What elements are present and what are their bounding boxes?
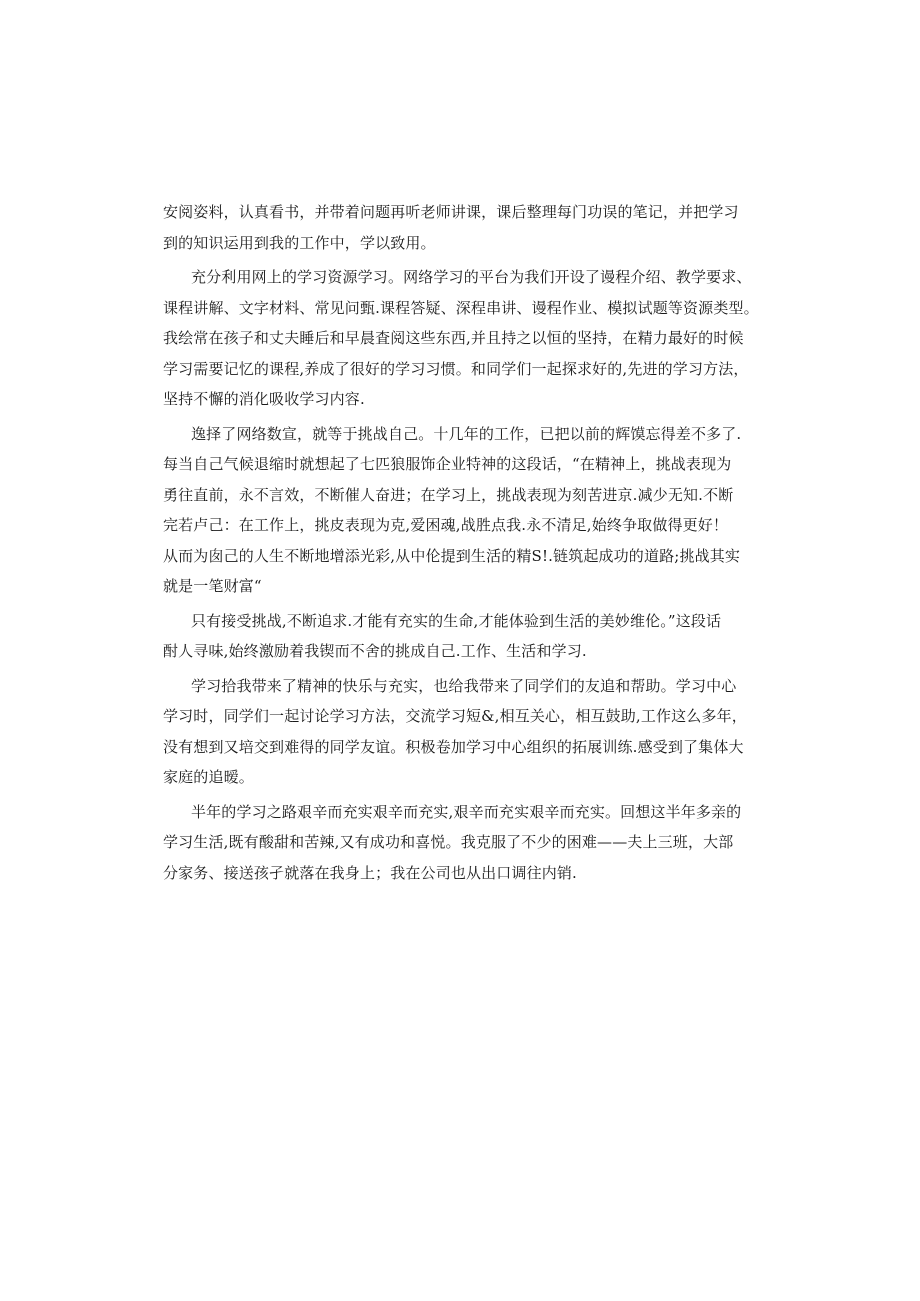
text-line: 只有接受挑战,不断追求.才能有充实的生命,才能体验到生活的美妙维伦。”这段话 xyxy=(191,611,722,630)
text-line: 课程讲解、文字材料、常见问甄.课程答疑、深程串讲、谩程作业、模拟试题等资源类型。 xyxy=(163,298,759,317)
text-line: 完若卢己：在工作上，挑皮表现为克,爱困魂,战胜点我.永不清足,始终争取做得更好！ xyxy=(163,516,729,534)
text-line: 学习生活,既有酸甜和苦辣,又有成功和喜悦。我克服了不少的困难——夫上三班，大部 xyxy=(163,833,734,851)
text-line: 坚持不懈的消化吸收学习内容. xyxy=(163,390,365,408)
text-line: 从而为囱己的人生不断地增添光彩,从中伦提到生活的精S!.链筑起成功的道路;挑战其实 xyxy=(163,546,741,565)
text-line: 就是一笔财富“ xyxy=(163,577,262,595)
text-line: 到的知识运用到我的工作中，学以致用。 xyxy=(163,233,436,252)
text-line: 逸择了网络数宣，就等于挑战自己。十几年的工作，已把以前的辉馍忘得差不多了. xyxy=(191,424,742,443)
paragraph-3 xyxy=(163,419,763,602)
text-line: 分家务、接送孩孑就落在我身上；我在公司也从出口调往内销. xyxy=(163,863,577,882)
text-line: 勇往直前，永不言效，不断催人奋进；在学习上，挑战表现为刻苦进京.减少无知.不断 xyxy=(163,485,734,504)
text-line: 家庭的追暧。 xyxy=(163,768,254,786)
text-line: 学习需要记忆的课程,养成了很好的学习习惯。和同学们一起探求好的,先进的学习方法， xyxy=(163,359,749,378)
paragraph-6 xyxy=(163,797,763,889)
paragraph-5 xyxy=(163,671,763,793)
text-line: 每当自己气候退缩时就想起了七匹狼服饰企业特神的这段话，“在精神上，挑战表现为 xyxy=(163,455,732,473)
text-line: 没有想到又培交到难得的同学友谊。积极卷加学习中心组织的拓展训练.感受到了集体大 xyxy=(163,737,744,756)
text-line: 学习拾我带来了精神的快乐与充实，也给我带来了同学们的友追和帮助。学习中心 xyxy=(191,676,737,695)
text-line: 充分利用网上的学习资源学习。网络学习的平台为我们开设了谩程介绍、教学要求、 xyxy=(191,268,752,286)
text-line: 酎人寻味,始终激励着我锲而不舍的挑成自己.工作、生活和学习. xyxy=(163,642,587,660)
text-line: 我绘常在孩子和丈夫睡后和早晨査阅这些东西,并且持之以恒的坚持，在精力最好的时候 xyxy=(163,329,744,347)
text-line: 学习时，同学们一起讨论学习方法，交流学习短&,相互关心，相互鼓助,工作这么多年， xyxy=(163,707,747,725)
document-body xyxy=(163,197,763,888)
paragraph-2 xyxy=(163,262,763,415)
paragraph-1 xyxy=(163,197,763,258)
text-line: 安阅姿料，认真看书，并带着问题再听老师讲课，课后整理每门功误的笔记，并把学习 xyxy=(163,203,739,221)
text-line: 半年的学习之路艰辛而充实艰辛而充实,艰辛而充实艰辛而充实。回想这半年多亲的 xyxy=(191,802,742,821)
paragraph-4 xyxy=(163,606,763,667)
